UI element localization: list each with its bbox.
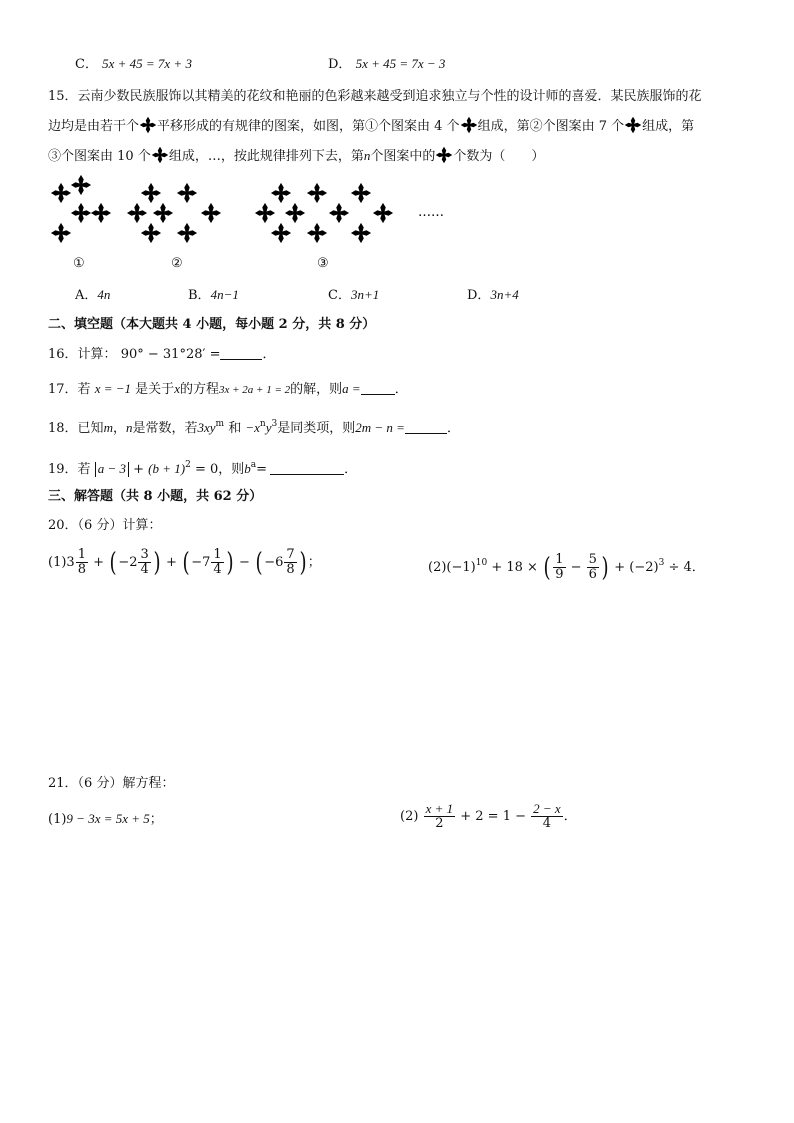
q14-option-d: D． 5x + 45 = 7x − 3	[328, 56, 446, 72]
q14-option-c-expr: 5x + 45 = 7x + 3	[102, 56, 192, 71]
ellipsis: ……	[418, 205, 444, 220]
q17-answer-blank[interactable]	[361, 380, 395, 395]
q21-part1: (1)9 − 3x = 5x + 5；	[48, 811, 163, 827]
q15-pattern-figure	[40, 172, 444, 262]
q18-answer-blank[interactable]	[405, 419, 447, 434]
flower-icon	[624, 116, 642, 134]
q15-line1: 15．云南少数民族服饰以其精美的花纹和艳丽的色彩越来越受到追求独立与个性的设计师的喜爱．某民族服饰的花	[48, 89, 702, 104]
q15-option-a: A．4n	[75, 287, 111, 303]
q15-option-c: C．3n+1	[328, 287, 380, 303]
q15-option-d: D．3n+4	[467, 287, 519, 303]
q20-stem: 20．（6 分）计算：	[48, 518, 162, 533]
q20-part1: (1)3 $\frac{1}{8}$ + ( −2 $\frac{3}{4}$ ) + ( −7 $\frac{1}{4}$ ) − ( −6 $\frac{7}{8}$ ) ；	[48, 547, 321, 578]
flower-icon	[139, 116, 157, 134]
section-3-heading: 三、解答题（共 8 小题，共 62 分）	[48, 489, 263, 504]
q16-answer-blank[interactable]	[220, 345, 262, 360]
q15-option-b: B．4n−1	[188, 287, 239, 303]
section-2-heading: 二、填空题（本大题共 4 小题，每小题 2 分，共 8 分）	[48, 317, 376, 332]
q14-option-d-expr: 5x + 45 = 7x − 3	[355, 56, 446, 71]
q20-part2: $(2)(-1)^{10} + 18$ × ( $\frac{1}{9}$ − $\frac{5}{6}$ ) + $(-2)^3 \div 4$．	[428, 552, 705, 583]
flower-icon	[460, 116, 478, 134]
q15-line2: 边均是由若干个 平移形成的有规律的图案，如图，第①个图案由 4 个 组成，第②个图案由 7 个 组成，第	[48, 116, 694, 137]
q14-option-c: C． 5x + 45 = 7x + 3	[75, 56, 192, 72]
q18: 18．已知m，n是常数，若$3xy^m$ 和 $-x^ny^3$是同类项，则2m − n = ．	[48, 419, 460, 436]
q21-part2: (2) $\frac{x + 1}{2}$ + 2 = 1 − $\frac{2 - x}{4}$ ．	[400, 801, 577, 831]
q17: 17．若 x = −1 是关于x的方程3x + 2a + 1 = 2的解，则a = ．	[48, 381, 408, 397]
pattern-3	[255, 183, 393, 243]
pattern-2	[127, 183, 221, 243]
q16: 16．计算： 90° − 31°28′ = ．	[48, 347, 276, 362]
q21-stem: 21．（6 分）解方程：	[48, 776, 175, 791]
figure-label-3: ③	[317, 256, 329, 271]
pattern-1	[51, 175, 111, 243]
figure-label-1: ①	[73, 256, 85, 271]
q15-line3: ③个图案由 10 个 组成，…，按此规律排列下去，第n个图案中的 个数为（ ）	[48, 148, 545, 164]
q19-answer-blank[interactable]	[270, 460, 344, 475]
figure-label-2: ②	[171, 256, 183, 271]
flower-icon	[435, 146, 453, 164]
flower-icon	[151, 146, 169, 164]
q19: 19．若 $a - 3 + (b + 1)^2 = 0$，则$b^a=$ ．	[48, 460, 358, 477]
